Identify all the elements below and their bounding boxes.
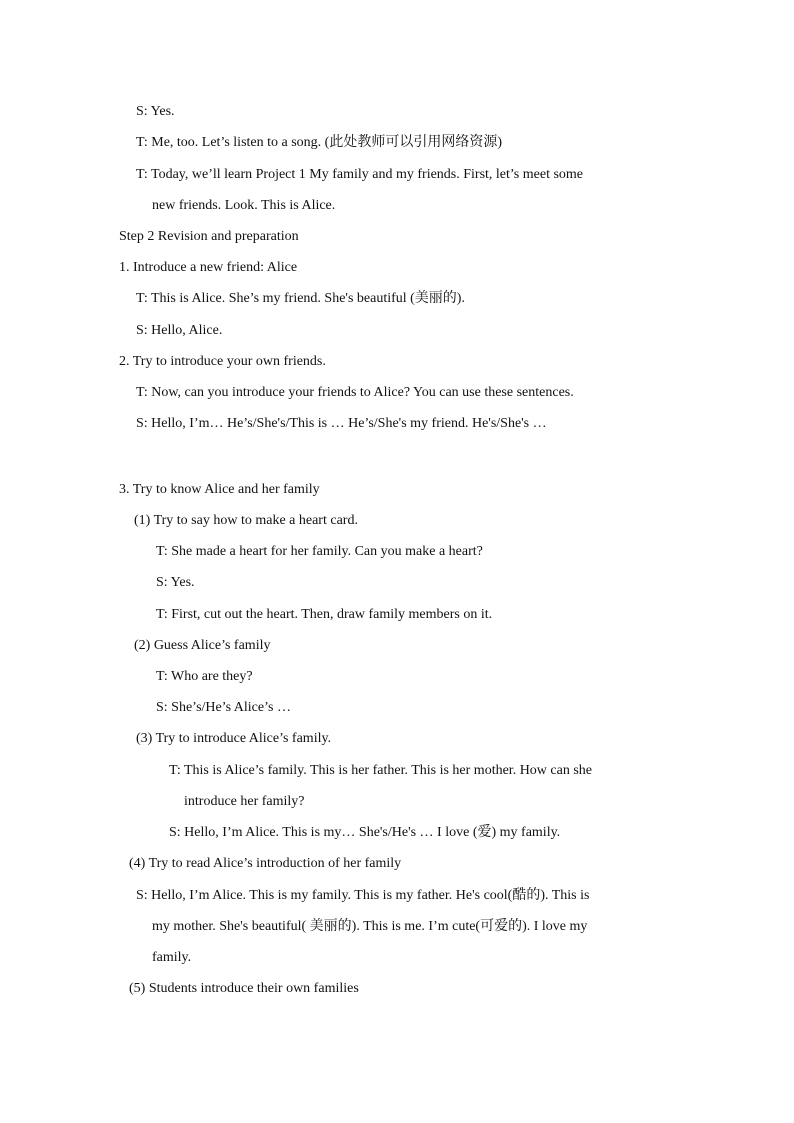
line-s-shes-hes: S: She’s/He’s Alice’s …	[156, 700, 291, 715]
line-s-alice-intro-3: family.	[152, 950, 192, 965]
line-s-hello-im: S: Hello, I’m… He’s/She's/This is … He’s/She's my friend. He's/She's …	[136, 416, 547, 431]
sub-4-heading: (4) Try to read Alice’s introduction of her family	[129, 856, 402, 871]
item-3-heading: 3. Try to know Alice and her family	[119, 482, 320, 497]
line-s-alice-intro-2: my mother. She's beautiful( 美丽的). This is me. I’m cute(可爱的). I love my	[152, 919, 588, 934]
item-1-heading: 1. Introduce a new friend: Alice	[119, 260, 298, 275]
sub-5-heading: (5) Students introduce their own families	[129, 981, 359, 996]
heading-step-2: Step 2 Revision and preparation	[119, 229, 299, 244]
line-t-first-cut: T: First, cut out the heart. Then, draw family members on it.	[156, 607, 493, 622]
sub-1-heading: (1) Try to say how to make a heart card.	[134, 513, 358, 528]
line-s-yes: S: Yes.	[136, 104, 175, 119]
line-new-friends: new friends. Look. This is Alice.	[152, 198, 336, 213]
sub-2-heading: (2) Guess Alice’s family	[134, 638, 271, 653]
line-t-song: T: Me, too. Let’s listen to a song. (此处教师可以引用网络资源)	[136, 135, 502, 150]
line-t-who: T: Who are they?	[156, 669, 253, 684]
line-introduce-her-family: introduce her family?	[184, 794, 305, 809]
sub-3-heading: (3) Try to introduce Alice’s family.	[136, 731, 332, 746]
line-t-alices-family: T: This is Alice’s family. This is her father. This is her mother. How can she	[169, 763, 593, 778]
line-t-today: T: Today, we’ll learn Project 1 My family and my friends. First, let’s meet some	[136, 167, 584, 182]
line-s-yes-2: S: Yes.	[156, 575, 195, 590]
line-t-now: T: Now, can you introduce your friends to Alice? You can use these sentences.	[136, 385, 574, 400]
line-s-hello-alice: S: Hello, Alice.	[136, 323, 223, 338]
line-t-this-is-alice: T: This is Alice. She’s my friend. She's beautiful (美丽的).	[136, 291, 465, 306]
line-t-she-made: T: She made a heart for her family. Can you make a heart?	[156, 544, 483, 559]
item-2-heading: 2. Try to introduce your own friends.	[119, 354, 326, 369]
line-s-alice-intro-1: S: Hello, I’m Alice. This is my family. This is my father. He's cool(酷的). This is	[136, 888, 590, 903]
line-s-i-love: S: Hello, I’m Alice. This is my… She's/He's … I love (爱) my family.	[169, 825, 561, 840]
